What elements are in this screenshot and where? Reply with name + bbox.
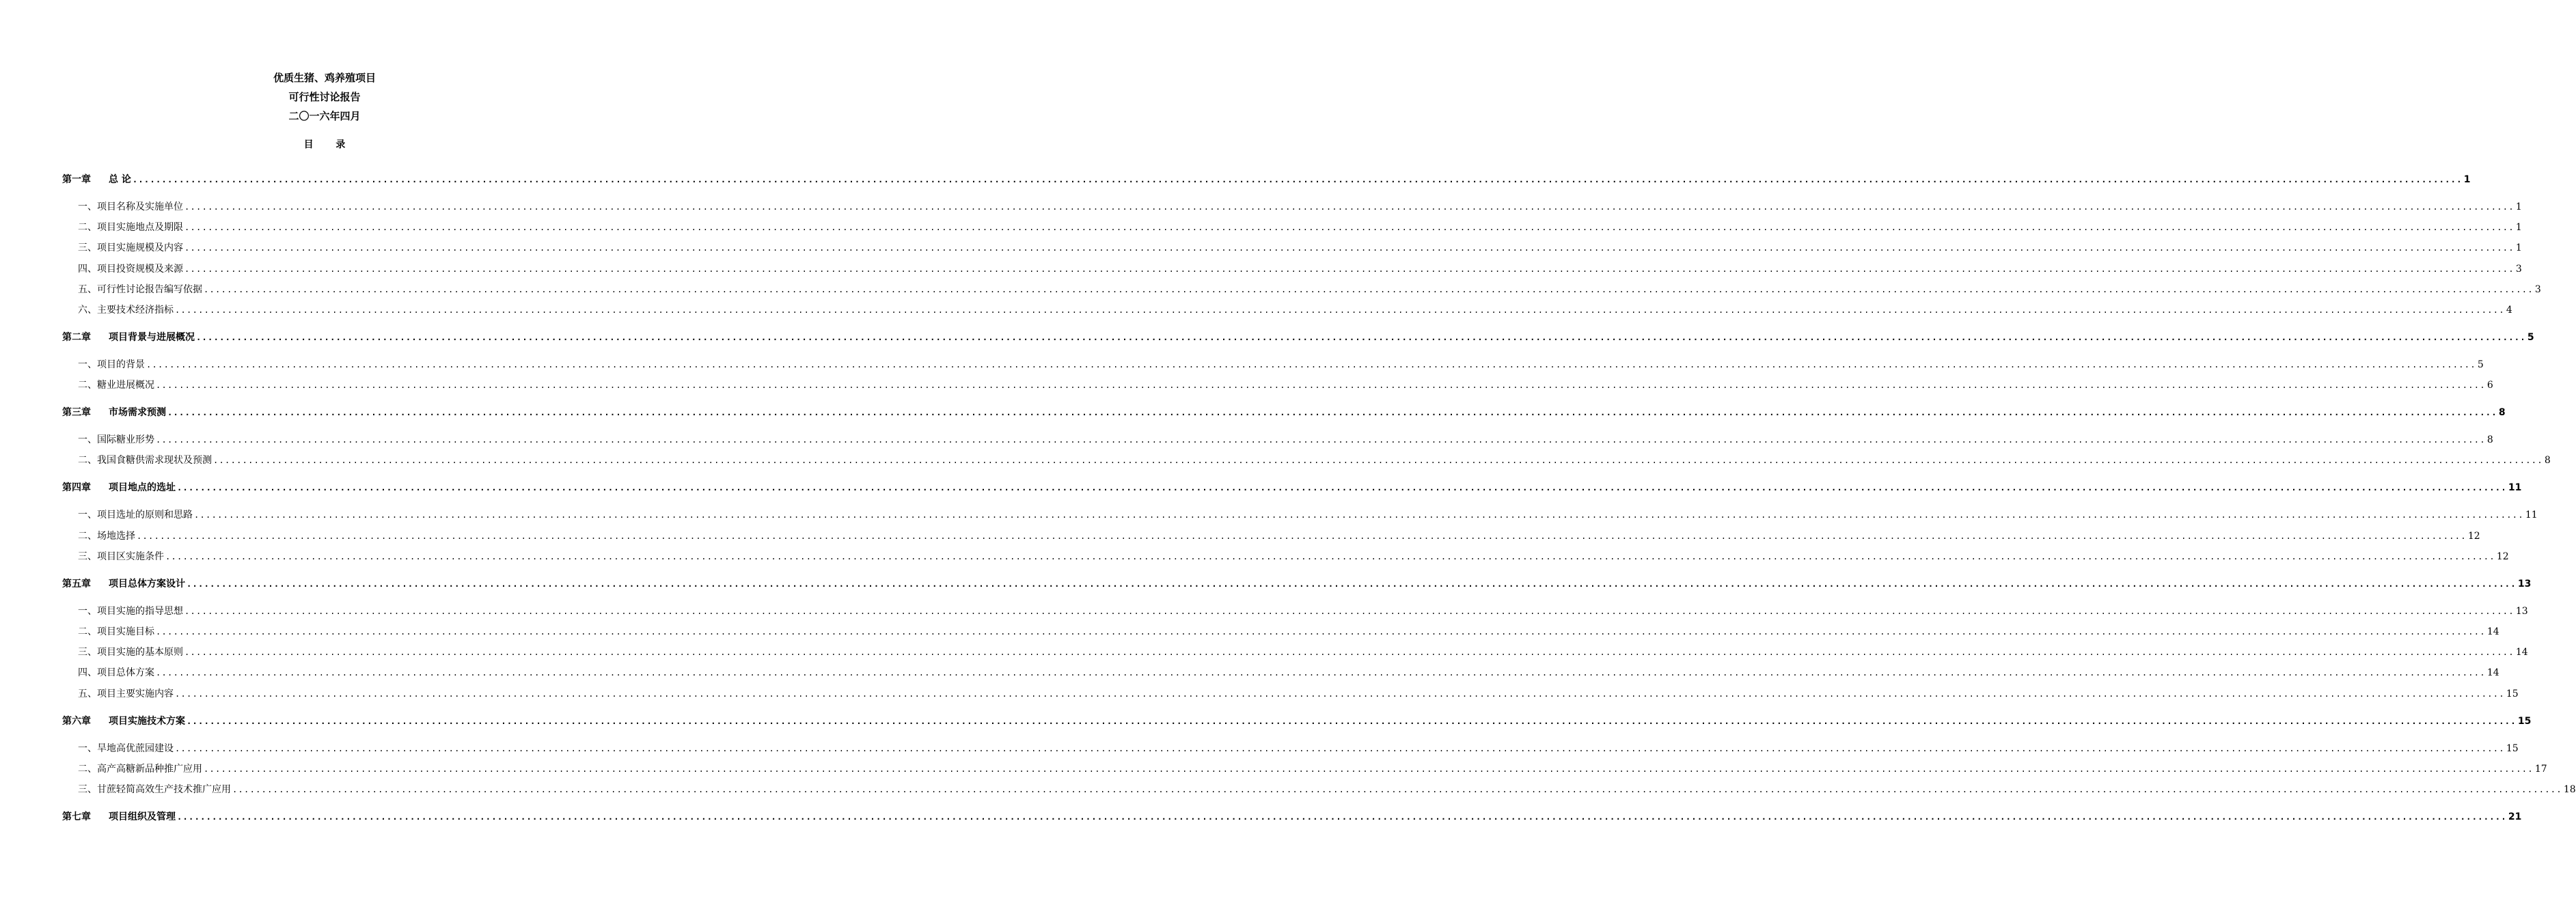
toc-entry-title: 二、糖业进展概况 <box>78 380 154 391</box>
toc-page-number: 5 <box>2527 332 2534 343</box>
project-title: 优质生猪、鸡养殖项目 <box>273 72 376 84</box>
toc-entry-title: 二、项目实施目标 <box>78 626 154 637</box>
toc-dot-leader: ................................................................................................................................................................................................................................................................................................................................................................................................................ <box>165 551 2495 561</box>
toc-heading: 目 录 <box>303 139 355 150</box>
toc-section-entry[interactable] <box>78 645 2528 660</box>
toc-section-entry[interactable] <box>78 378 2493 393</box>
toc-entry-title: 三、甘蔗轻简高效生产技术推广应用 <box>78 784 231 795</box>
toc-entry-title: 四、项目总体方案 <box>78 667 154 679</box>
toc-dot-leader: ................................................................................................................................................................................................................................................................................................................................................................................................................ <box>204 764 2534 774</box>
toc-section-entry[interactable] <box>78 262 2522 277</box>
toc-entry-title: 六、主要技术经济指标 <box>78 305 174 316</box>
toc-entry-title: 一、项目的背景 <box>78 359 145 370</box>
toc-dot-leader: ................................................................................................................................................................................................................................................................................................................................................................................................................ <box>184 202 2515 212</box>
toc-entry-title: 五、可行性讨论报告编写依据 <box>78 283 202 295</box>
toc-chapter-entry[interactable] <box>62 172 2471 187</box>
toc-dot-leader: ................................................................................................................................................................................................................................................................................................................................................................................................................ <box>167 408 2497 418</box>
toc-dot-leader: ................................................................................................................................................................................................................................................................................................................................................................................................................ <box>184 648 2515 658</box>
toc-section-entry[interactable] <box>78 604 2528 619</box>
toc-dot-leader: ................................................................................................................................................................................................................................................................................................................................................................................................................ <box>213 456 2543 466</box>
toc-page-number: 17 <box>2534 763 2547 775</box>
toc-page-number: 1 <box>2515 242 2522 254</box>
toc-entry-title: 二、场地选择 <box>78 530 135 542</box>
toc-dot-leader: ................................................................................................................................................................................................................................................................................................................................................................................................................ <box>175 688 2505 699</box>
toc-section-entry[interactable] <box>78 220 2522 235</box>
toc-entry-title: 二、我国食糖供需求现状及预测 <box>78 455 212 467</box>
toc-entry-title: 一、项目实施的指导思想 <box>78 605 183 617</box>
toc-page-number: 21 <box>2508 811 2522 822</box>
toc-chapter-entry[interactable] <box>62 480 2522 495</box>
toc-dot-leader: ................................................................................................................................................................................................................................................................................................................................................................................................................ <box>156 380 2486 391</box>
toc-dot-leader: ................................................................................................................................................................................................................................................................................................................................................................................................................ <box>137 531 2467 541</box>
toc-entry-title: 一、项目名称及实施单位 <box>78 201 183 212</box>
toc-dot-leader: ................................................................................................................................................................................................................................................................................................................................................................................................................ <box>204 284 2534 294</box>
toc-chapter-number: 第四章 <box>62 482 91 494</box>
toc-dot-leader: ................................................................................................................................................................................................................................................................................................................................................................................................................ <box>156 627 2486 637</box>
toc-dot-leader: ................................................................................................................................................................................................................................................................................................................................................................................................................ <box>184 264 2515 274</box>
toc-dot-leader: ................................................................................................................................................................................................................................................................................................................................................................................................................ <box>177 812 2507 822</box>
toc-dot-leader: ................................................................................................................................................................................................................................................................................................................................................................................................................ <box>184 606 2515 616</box>
toc-chapter-number: 第六章 <box>62 715 91 727</box>
toc-dot-leader: ................................................................................................................................................................................................................................................................................................................................................................................................................ <box>175 743 2505 753</box>
toc-section-entry[interactable] <box>78 741 2519 756</box>
report-date: 二〇一六年四月 <box>288 110 361 122</box>
toc-chapter-entry[interactable] <box>62 809 2522 824</box>
toc-chapter-number: 第三章 <box>62 407 91 419</box>
toc-dot-leader: ................................................................................................................................................................................................................................................................................................................................................................................................................ <box>156 435 2486 445</box>
toc-dot-leader: ................................................................................................................................................................................................................................................................................................................................................................................................................ <box>232 785 2562 794</box>
toc-chapter-number: 第二章 <box>62 332 91 343</box>
toc-dot-leader: ................................................................................................................................................................................................................................................................................................................................................................................................................ <box>187 716 2517 726</box>
toc-entry-title: 一、国际糖业形势 <box>78 434 154 446</box>
toc-dot-leader: ................................................................................................................................................................................................................................................................................................................................................................................................................ <box>156 668 2486 678</box>
toc-page-number: 12 <box>2467 530 2480 542</box>
toc-section-entry[interactable] <box>78 453 2551 468</box>
toc-entry-title: 总 论 <box>109 174 131 185</box>
toc-chapter-number: 第五章 <box>62 578 91 589</box>
toc-dot-leader: ................................................................................................................................................................................................................................................................................................................................................................................................................ <box>196 333 2526 342</box>
toc-dot-leader: ................................................................................................................................................................................................................................................................................................................................................................................................................ <box>175 305 2505 315</box>
toc-section-entry[interactable] <box>78 303 2512 318</box>
toc-section-entry[interactable] <box>78 782 2576 797</box>
toc-chapter-entry[interactable] <box>62 405 2506 420</box>
toc-page-number: 1 <box>2515 222 2522 234</box>
toc-section-entry[interactable] <box>78 762 2547 777</box>
report-title: 可行性讨论报告 <box>288 91 361 103</box>
toc-entry-title: 二、高产高糖新品种推广应用 <box>78 763 202 775</box>
toc-entry-title: 二、项目实施地点及期限 <box>78 222 183 234</box>
toc-page-number: 12 <box>2496 551 2509 562</box>
toc-dot-leader: ................................................................................................................................................................................................................................................................................................................................................................................................................ <box>132 175 2463 184</box>
toc-entry-title: 一、项目选址的原则和思路 <box>78 510 193 521</box>
toc-entry-title: 三、项目实施的基本原则 <box>78 647 183 658</box>
toc-section-entry[interactable] <box>78 665 2499 680</box>
toc-chapter-entry[interactable] <box>62 576 2532 592</box>
toc-dot-leader: ................................................................................................................................................................................................................................................................................................................................................................................................................ <box>146 360 2476 370</box>
toc-page-number: 8 <box>2498 407 2506 419</box>
toc-page-number: 5 <box>2477 359 2484 370</box>
toc-page-number: 15 <box>2506 742 2519 754</box>
toc-page-number: 4 <box>2506 305 2512 316</box>
toc-page-number: 13 <box>2517 578 2532 589</box>
toc-dot-leader: ................................................................................................................................................................................................................................................................................................................................................................................................................ <box>184 243 2515 253</box>
toc-page-number: 13 <box>2515 605 2528 617</box>
toc-entry-title: 三、项目实施规模及内容 <box>78 242 183 254</box>
toc-entry-title: 项目地点的选址 <box>109 482 176 494</box>
toc-dot-leader: ................................................................................................................................................................................................................................................................................................................................................................................................................ <box>177 483 2507 493</box>
toc-entry-title: 四、项目投资规模及来源 <box>78 263 183 275</box>
toc-page-number: 15 <box>2506 688 2519 699</box>
toc-dot-leader: ................................................................................................................................................................................................................................................................................................................................................................................................................ <box>187 579 2517 589</box>
toc-entry-title: 项目背景与进展概况 <box>109 332 195 343</box>
toc-chapter-number: 第七章 <box>62 811 91 822</box>
toc-section-entry[interactable] <box>78 624 2499 639</box>
toc-chapter-entry[interactable] <box>62 714 2532 729</box>
title-block <box>0 68 649 126</box>
toc-page-number: 11 <box>2525 510 2538 521</box>
toc-page-number: 8 <box>2486 434 2493 446</box>
toc-page-number: 14 <box>2486 667 2499 679</box>
toc-entry-title: 项目组织及管理 <box>109 811 176 822</box>
toc-page-number: 18 <box>2563 784 2576 795</box>
toc-dot-leader: ................................................................................................................................................................................................................................................................................................................................................................................................................ <box>184 223 2515 233</box>
toc-entry-title: 市场需求预测 <box>109 407 166 419</box>
toc-page-number: 1 <box>2463 174 2471 185</box>
toc-dot-leader: ................................................................................................................................................................................................................................................................................................................................................................................................................ <box>194 510 2524 520</box>
toc-section-entry[interactable] <box>78 199 2522 214</box>
toc-page-number: 3 <box>2515 263 2522 275</box>
toc-section-entry[interactable] <box>78 529 2480 544</box>
toc-entry-title: 五、项目主要实施内容 <box>78 688 174 699</box>
toc-page-number: 8 <box>2544 455 2551 467</box>
toc-section-entry[interactable] <box>78 432 2493 447</box>
toc-section-entry[interactable] <box>78 357 2484 372</box>
toc-section-entry[interactable] <box>78 549 2509 564</box>
toc-entry-title: 项目总体方案设计 <box>109 578 185 589</box>
toc-chapter-entry[interactable] <box>62 330 2534 345</box>
toc-page-number: 14 <box>2515 647 2528 658</box>
toc-page-number: 11 <box>2508 482 2522 494</box>
toc-section-entry[interactable] <box>78 507 2538 523</box>
toc-chapter-number: 第一章 <box>62 174 91 185</box>
toc-entry-title: 一、旱地高优蔗园建设 <box>78 742 174 754</box>
toc-section-entry[interactable] <box>78 686 2519 701</box>
toc-section-entry[interactable] <box>78 240 2522 255</box>
toc-page-number: 3 <box>2534 283 2541 295</box>
toc-page-number: 1 <box>2515 201 2522 212</box>
toc-section-entry[interactable] <box>78 282 2541 297</box>
toc-entry-title: 三、项目区实施条件 <box>78 551 164 562</box>
toc-page-number: 6 <box>2486 380 2493 391</box>
toc-entry-title: 项目实施技术方案 <box>109 715 185 727</box>
toc-page-number: 15 <box>2517 715 2532 727</box>
toc-page-number: 14 <box>2486 626 2499 637</box>
